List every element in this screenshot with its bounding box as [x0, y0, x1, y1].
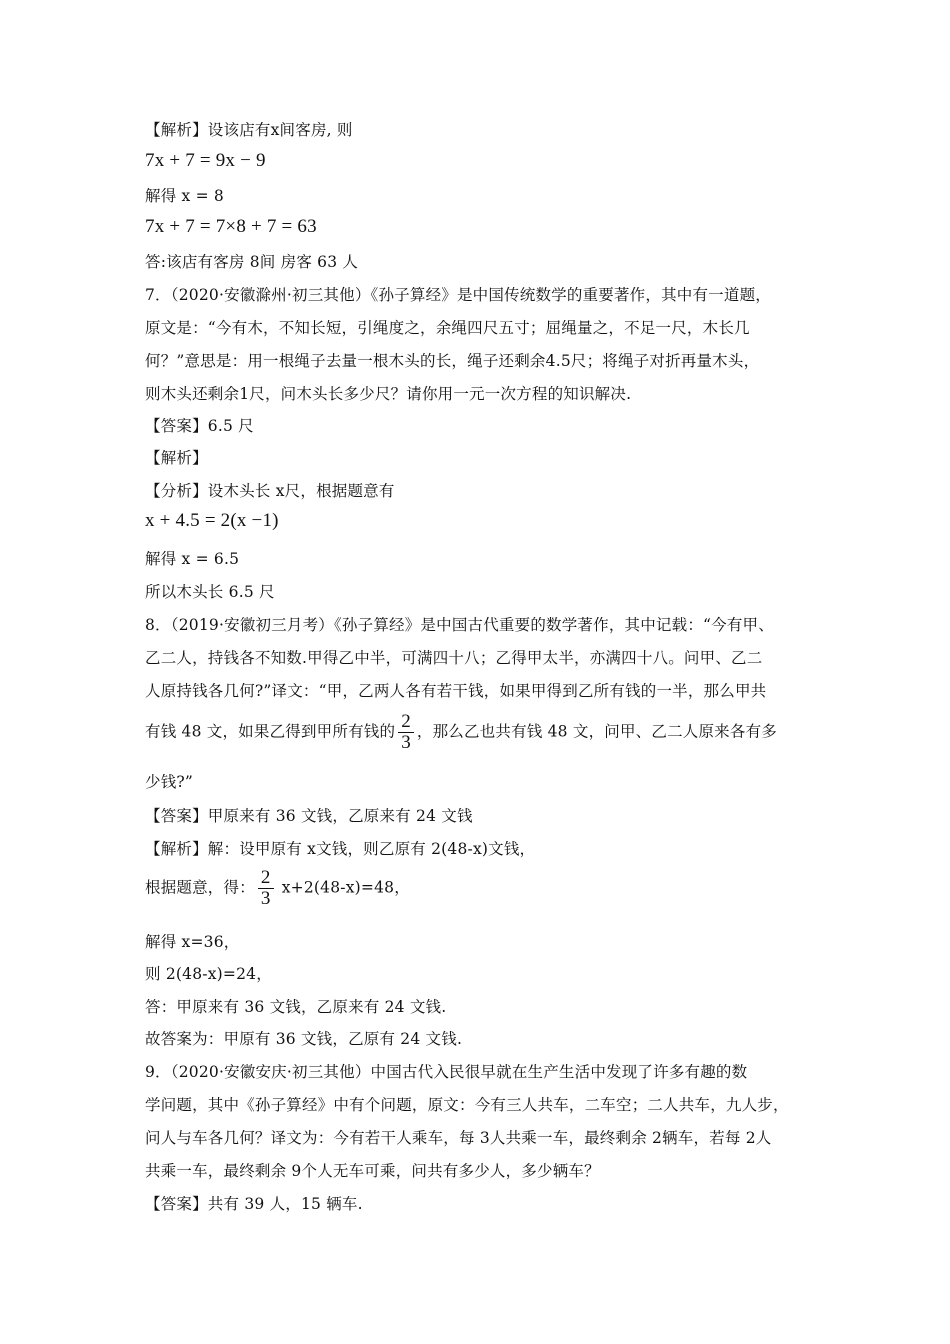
text-segment: x+2(48-x)=48， — [276, 878, 410, 897]
fraction-equation-line — [145, 868, 410, 909]
answer-line: 【答案】共有 39 人，15 辆车. — [145, 1195, 363, 1213]
text-line: 则 2(48-x)=24， — [145, 965, 272, 983]
text-segment: 根据题意，得： — [145, 878, 255, 897]
equation: 7x + 7 = 9x − 9 — [145, 150, 266, 171]
text-segment: ，那么乙也共有钱 48 文，问甲、乙二人原来各有多 — [416, 722, 777, 741]
question-9-line: 9．（2020·安徽安庆·初三其他）中国古代入民很早就在生产生活中发现了许多有趣的数 — [145, 1063, 748, 1081]
fraction-numerator: 2 — [258, 868, 274, 889]
question-9-line: 问人与车各几何？译文为：今有若干人乘车，每 3人共乘一车，最终剩余 2辆车，若每 2人 — [145, 1129, 772, 1147]
question-7-line: 何？”意思是：用一根绳子去量一根木头的长，绳子还剩余4.5尺；将绳子对折再量木头， — [145, 352, 760, 370]
fraction — [258, 868, 274, 909]
text-line: 【分析】设木头长 x尺，根据题意有 — [145, 482, 395, 500]
question-9-line: 学问题，其中《孙子算经》中有个问题，原文：今有三人共车，二车空；二人共车，九人步， — [145, 1096, 789, 1114]
text-line: 【解析】设该店有x间客房, 则 — [145, 121, 353, 139]
question-8-line: 8．（2019·安徽初三月考）《孙子算经》是中国古代重要的数学著作，其中记载：“今有甲、 — [145, 616, 774, 634]
text-line: 答：甲原来有 36 文钱，乙原来有 24 文钱. — [145, 998, 447, 1016]
question-8-line: 少钱?” — [145, 773, 194, 791]
answer-line: 【答案】甲原来有 36 文钱，乙原来有 24 文钱 — [145, 807, 473, 825]
equation: 7x + 7 = 7×8 + 7 = 63 — [145, 216, 317, 237]
equation: x + 4.5 = 2(x −1) — [145, 510, 279, 531]
question-8-line: 乙二人，持钱各不知数.甲得乙中半，可满四十八；乙得甲太半，亦满四十八。问甲、乙二 — [145, 649, 763, 667]
text-line: 答:该店有客房 8间 房客 63 人 — [145, 253, 359, 271]
text-line: 解得 x=36， — [145, 933, 240, 951]
fraction-denominator: 3 — [260, 887, 271, 909]
fraction-numerator: 2 — [398, 712, 414, 733]
text-line: 解得 x = 6.5 — [145, 550, 240, 568]
question-8-line: 人原持钱各几何?”译文：“甲，乙两人各有若干钱，如果甲得到乙所有钱的一半，那么甲共 — [145, 682, 767, 700]
fraction — [398, 712, 414, 753]
text-line: 故答案为：甲原有 36 文钱，乙原有 24 文钱. — [145, 1030, 463, 1048]
text-segment: 有钱 48 文，如果乙得到甲所有钱的 — [145, 722, 396, 741]
question-7-line: 7．（2020·安徽滁州·初三其他）《孙子算经》是中国传统数学的重要著作，其中有一道题， — [145, 286, 771, 304]
question-9-line: 共乘一车，最终剩余 9个人无车可乘，问共有多少人，多少辆车？ — [145, 1162, 600, 1180]
question-7-line: 则木头还剩余1尺，问木头长多少尺？请你用一元一次方程的知识解决. — [145, 385, 632, 403]
question-7-line: 原文是：“今有木，不知长短，引绳度之，余绳四尺五寸；屈绳量之，不足一尺，木长几 — [145, 319, 750, 337]
answer-line: 【答案】6.5 尺 — [145, 417, 254, 435]
text-line: 所以木头长 6.5 尺 — [145, 583, 275, 601]
question-8-fraction-line — [145, 712, 777, 753]
text-line: 解得 x = 8 — [145, 187, 224, 205]
fraction-denominator: 3 — [401, 731, 411, 753]
analysis-heading: 【解析】 — [145, 449, 208, 467]
text-line: 【解析】解：设甲原有 x文钱，则乙原有 2(48-x)文钱， — [145, 840, 536, 858]
